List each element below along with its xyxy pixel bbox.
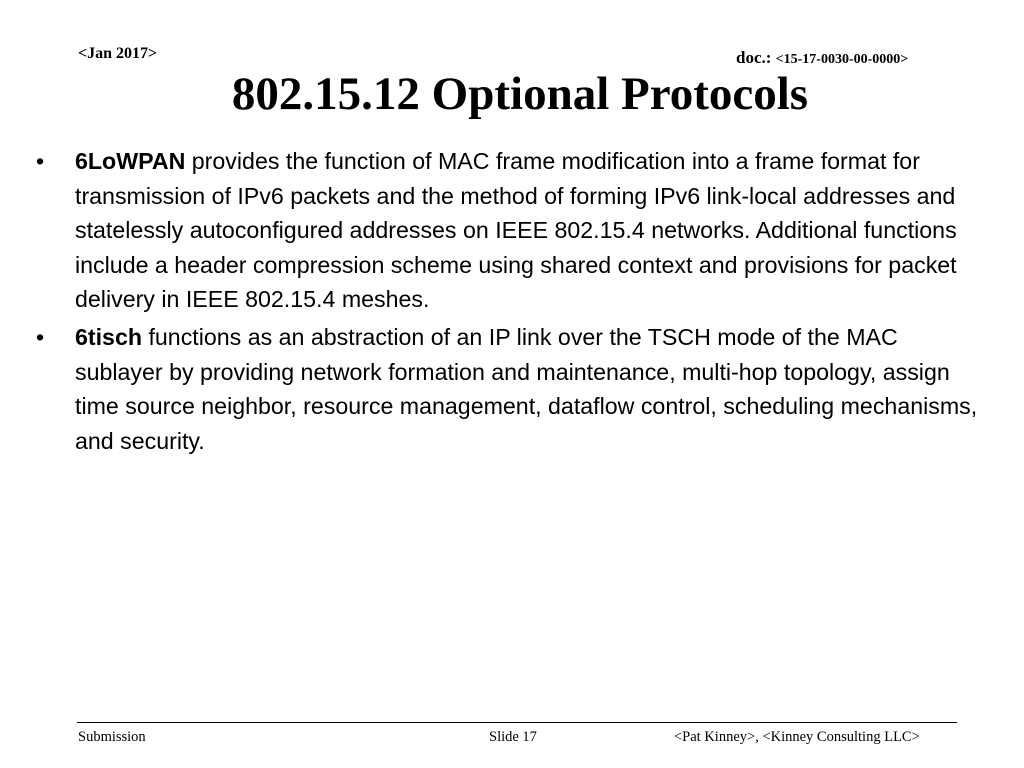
slide-title: 802.15.12 Optional Protocols [231,68,809,120]
header-doc-number: <15-17-0030-00-0000> [775,52,909,67]
footer-submission: Submission [78,729,146,745]
footer-slide-number: Slide 17 [489,729,537,745]
footer-divider [77,722,957,723]
footer-author: <Pat Kinney>, <Kinney Consulting LLC> [674,729,920,745]
header-date: <Jan 2017> [78,45,158,62]
bullet-item-6lowpan [36,144,990,317]
bullet-text: provides the function of MAC frame modification into a frame format for transmission of IPv6 packets and the method of forming IPv6 link-local addresses and statelessly autoconfigured addresses on IEEE 802.15.4 networks. Additional functions include a header compression scheme using shared context and provisions for packet delivery in IEEE 802.15.4 meshes. [75,148,957,313]
bullet-list [0,144,1024,461]
header-doc-label: doc.: [736,48,776,67]
bullet-term: 6tisch [75,323,143,350]
bullet-marker: • [36,323,45,350]
bullet-text: functions as an abstraction of an IP link over the TSCH mode of the MAC sublayer by providing network formation and maintenance, multi-hop topology, assign time source neighbor, resource management, dataflow control, scheduling mechanisms, and security. [75,323,978,454]
bullet-term: 6LoWPAN [75,148,186,174]
bullet-marker: • [36,148,45,174]
bullet-item-6tisch [36,320,990,458]
